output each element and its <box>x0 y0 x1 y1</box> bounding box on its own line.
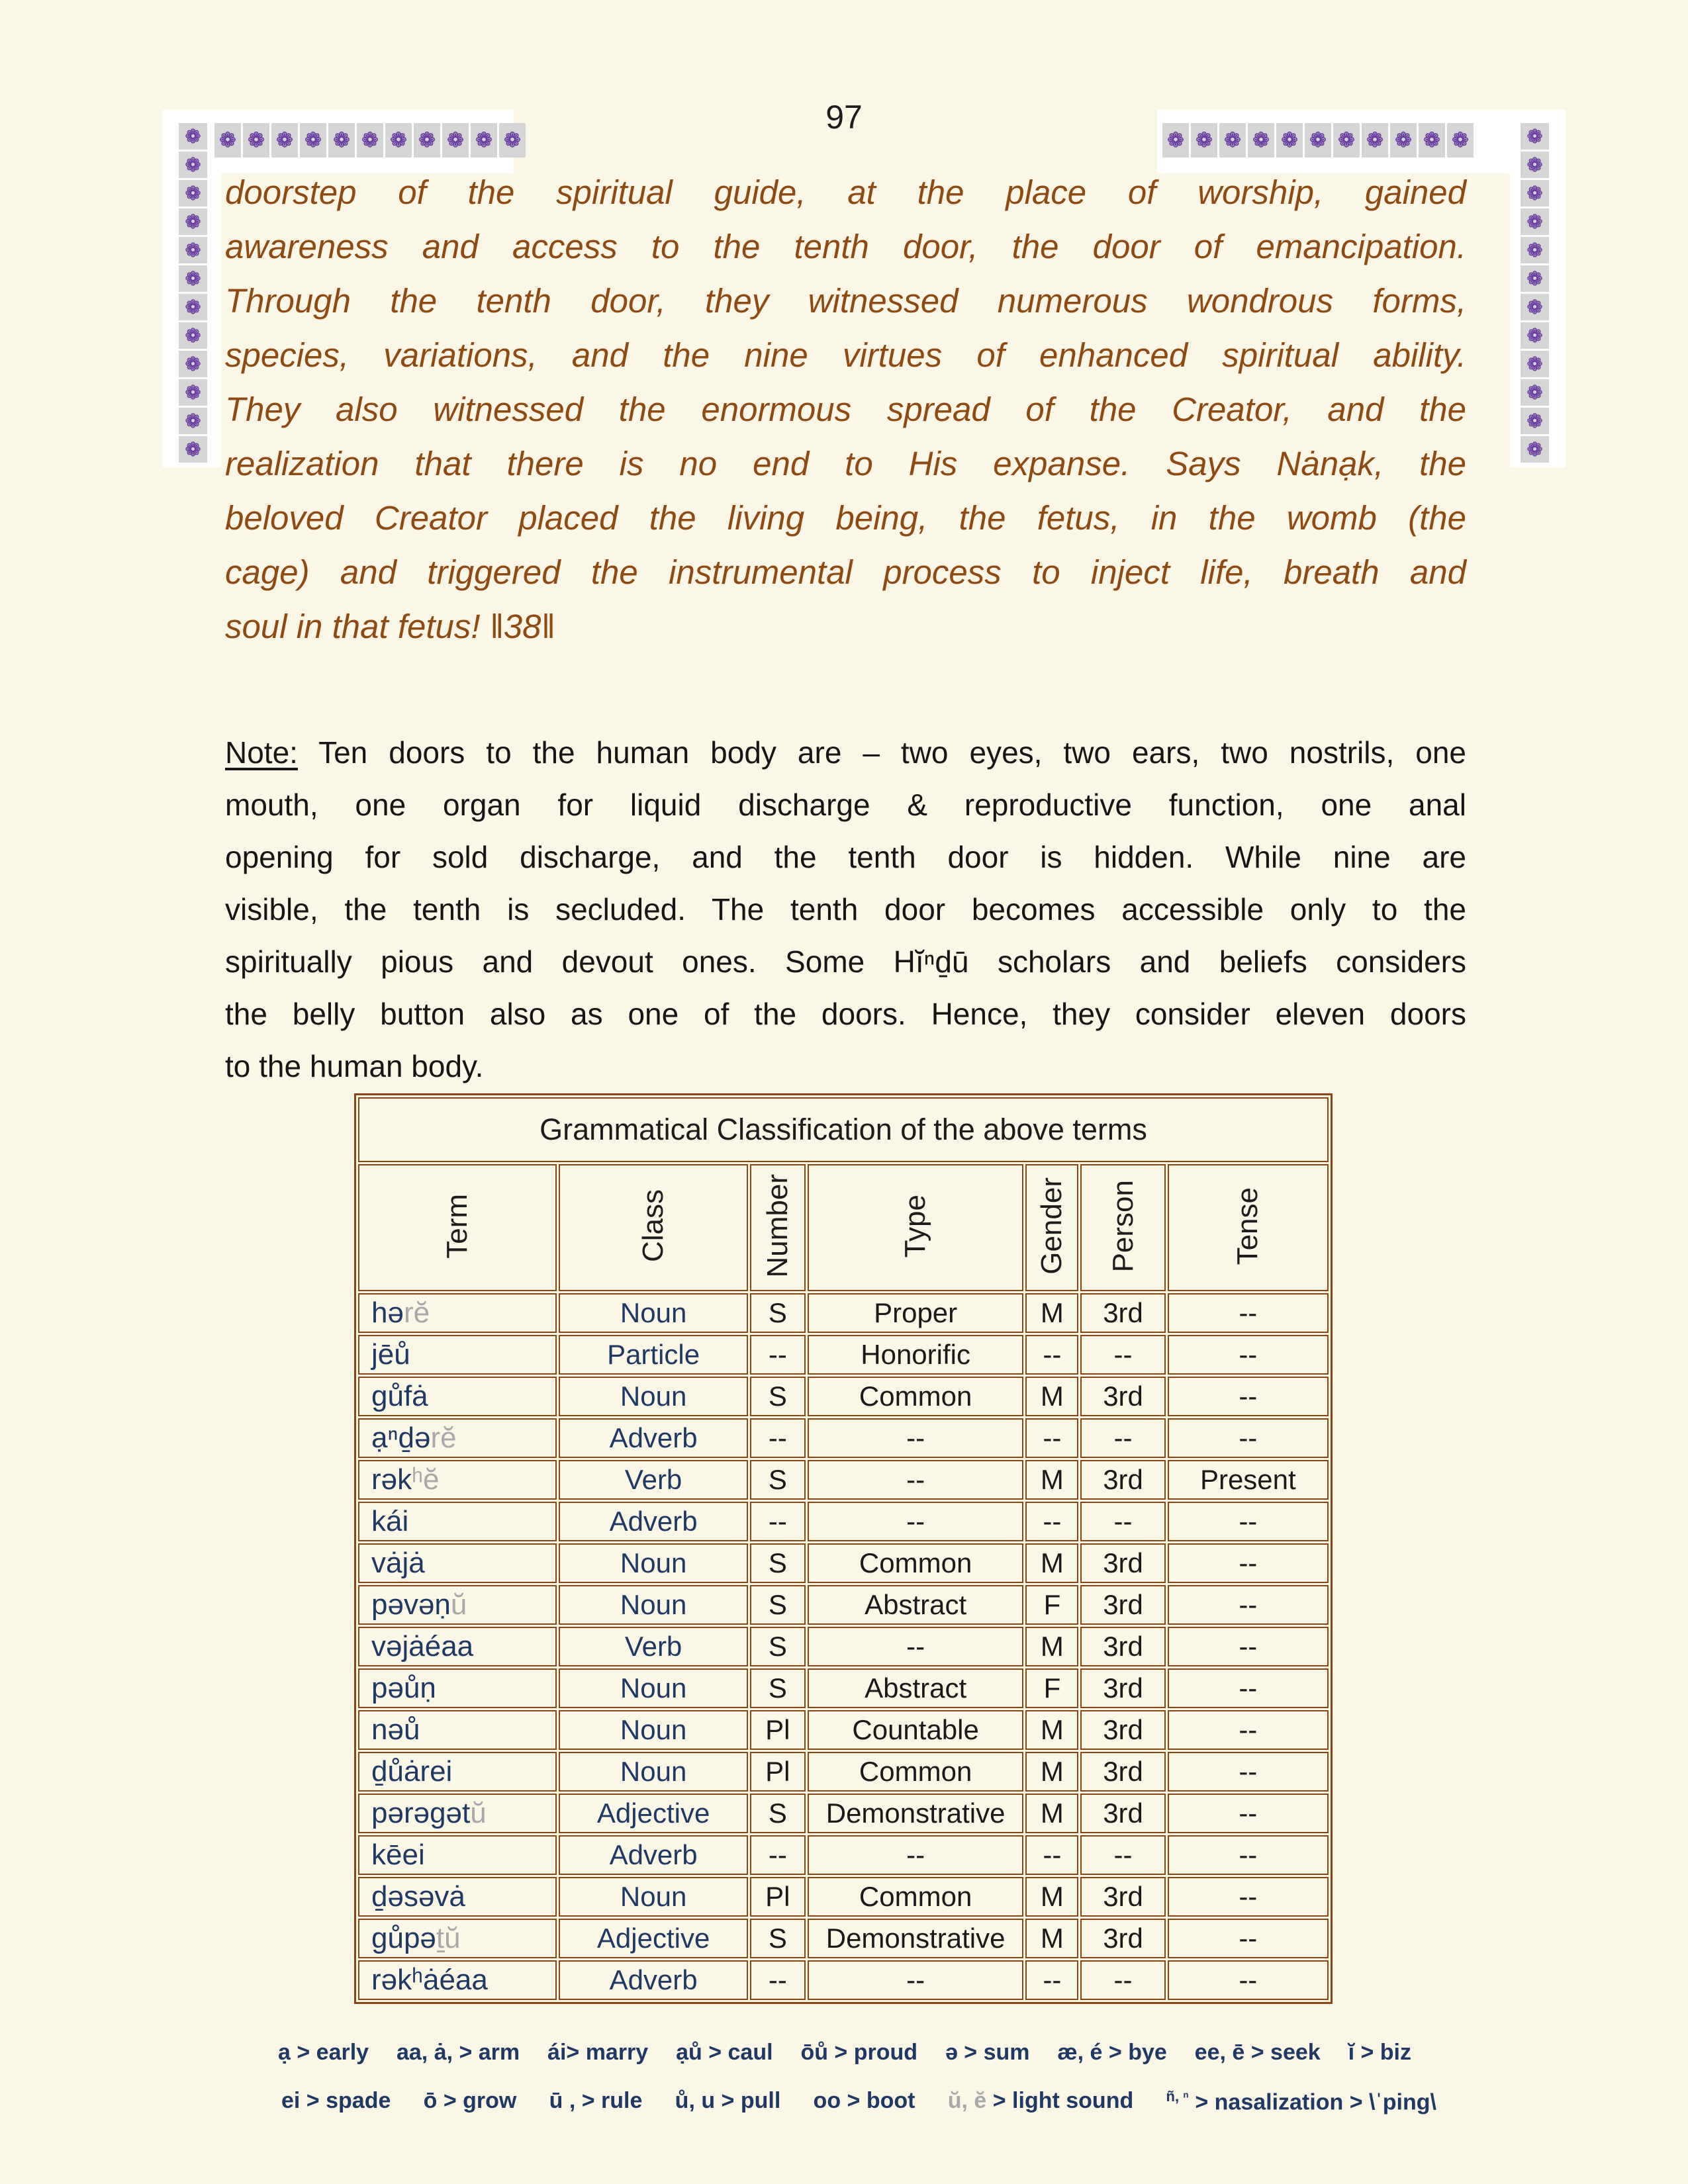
flower-icon: ❁ <box>1333 123 1360 158</box>
note-line: mouth, one organ for liquid discharge & reproductive function, one anal <box>225 788 1466 822</box>
flower-icon: ❁ <box>179 322 207 349</box>
term-light-sound-text: ŭ <box>450 1588 467 1621</box>
type-cell: -- <box>808 1418 1023 1458</box>
table-title-row <box>358 1097 1329 1162</box>
person-cell: 3rd <box>1080 1877 1165 1917</box>
paragraph-line: They also witnessed the enormous spread of the Creator, and the <box>225 390 1466 428</box>
gender-cell: M <box>1025 1794 1078 1833</box>
type-cell: -- <box>808 1502 1023 1541</box>
tense-cell: -- <box>1168 1919 1329 1958</box>
type-cell: Honorific <box>808 1335 1023 1375</box>
note-line: to the human body. <box>225 1049 484 1083</box>
table-row <box>358 1627 1329 1666</box>
flower-icon: ❁ <box>1447 123 1474 158</box>
flower-icon: ❁ <box>179 351 207 377</box>
flower-icon: ❁ <box>179 436 207 463</box>
pronunciation-item <box>676 2040 773 2066</box>
paragraph-line: beloved Creator placed the living being, the fetus, in the womb (the <box>225 499 1466 537</box>
term-text: ạⁿḏə <box>371 1422 431 1454</box>
flower-icon: ❁ <box>1521 265 1549 292</box>
flower-icon: ❁ <box>1248 123 1274 158</box>
tense-cell: -- <box>1168 1627 1329 1666</box>
class-cell: Noun <box>559 1752 747 1792</box>
flower-icon: ❁ <box>1521 208 1549 235</box>
flower-icon: ❁ <box>414 123 440 158</box>
pronunciation-item <box>1057 2040 1166 2066</box>
term-cell <box>358 1752 557 1792</box>
type-cell: -- <box>808 1627 1023 1666</box>
ornament-column-right <box>1521 123 1549 463</box>
pronunciation-item <box>281 2088 391 2115</box>
pronunciation-text: ū , > rule <box>549 2088 643 2113</box>
gender-cell: -- <box>1025 1502 1078 1541</box>
note-line <box>225 727 1466 779</box>
note-line: the belly button also as one of the doors. Hence, they consider eleven doors <box>225 997 1466 1031</box>
number-cell: S <box>750 1794 806 1833</box>
gender-cell: M <box>1025 1293 1078 1333</box>
flower-icon: ❁ <box>243 123 269 158</box>
flower-icon: ❁ <box>179 152 207 178</box>
class-cell: Noun <box>559 1710 747 1750</box>
term-light-sound-text: ŭ <box>470 1797 487 1829</box>
number-cell: Pl <box>750 1710 806 1750</box>
pronunciation-text: > nasalization > \ˈping\ <box>1188 2089 1436 2115</box>
term-cell <box>358 1668 557 1708</box>
number-cell: S <box>750 1627 806 1666</box>
flower-icon: ❁ <box>1362 123 1388 158</box>
type-cell: Demonstrative <box>808 1919 1023 1958</box>
term-text: kēei <box>371 1839 425 1871</box>
tense-cell: -- <box>1168 1877 1329 1917</box>
term-cell <box>358 1627 557 1666</box>
number-cell: S <box>750 1293 806 1333</box>
gender-cell: M <box>1025 1752 1078 1792</box>
note-line: visible, the tenth is secluded. The tenth door becomes accessible only to the <box>225 892 1466 927</box>
flower-icon: ❁ <box>385 123 412 158</box>
pronunciation-item <box>424 2088 517 2115</box>
ornament-row-top-right <box>1162 123 1474 158</box>
pronunciation-text: ōů > proud <box>800 2040 918 2065</box>
person-cell: -- <box>1080 1502 1165 1541</box>
person-cell: 3rd <box>1080 1293 1165 1333</box>
pronunciation-item <box>547 2040 648 2066</box>
pronunciation-text: ái> marry <box>547 2040 649 2065</box>
gender-cell: -- <box>1025 1960 1078 2000</box>
number-cell: S <box>750 1919 806 1958</box>
pronunciation-text: ee, ē > seek <box>1194 2040 1321 2065</box>
number-cell: S <box>750 1543 806 1583</box>
table-row <box>358 1794 1329 1833</box>
ornament-column-left <box>179 123 207 463</box>
term-light-sound-text: rĕ <box>403 1297 430 1329</box>
flower-icon: ❁ <box>1521 408 1549 434</box>
flower-icon: ❁ <box>1390 123 1417 158</box>
person-cell: 3rd <box>1080 1668 1165 1708</box>
flower-icon: ❁ <box>179 379 207 406</box>
tense-cell: -- <box>1168 1585 1329 1625</box>
gender-cell: M <box>1025 1877 1078 1917</box>
flower-icon: ❁ <box>1305 123 1331 158</box>
person-cell: 3rd <box>1080 1377 1165 1416</box>
table-row <box>358 1752 1329 1792</box>
flower-icon: ❁ <box>1276 123 1303 158</box>
column-header-tense: Tense <box>1231 1187 1264 1265</box>
term-cell <box>358 1460 557 1500</box>
paragraph-line: doorstep of the spiritual guide, at the place of worship, gained <box>225 173 1466 211</box>
term-cell <box>358 1418 557 1458</box>
pronunciation-item <box>278 2040 369 2066</box>
number-cell: -- <box>750 1418 806 1458</box>
number-cell: Pl <box>750 1752 806 1792</box>
number-cell: -- <box>750 1835 806 1875</box>
number-cell: S <box>750 1668 806 1708</box>
column-header-person: Person <box>1106 1179 1139 1273</box>
note-line: opening for sold discharge, and the tenth door is hidden. While nine are <box>225 840 1466 874</box>
table-row <box>358 1668 1329 1708</box>
flower-icon: ❁ <box>471 123 497 158</box>
term-cell <box>358 1835 557 1875</box>
column-header-gender: Gender <box>1035 1177 1068 1275</box>
term-text: rəkʰȧéaa <box>371 1964 488 1996</box>
flower-icon: ❁ <box>1521 351 1549 377</box>
flower-icon: ❁ <box>328 123 355 158</box>
class-cell: Adverb <box>559 1835 747 1875</box>
pronunciation-key-line-2 <box>281 2088 1436 2115</box>
pronunciation-item <box>1195 2040 1321 2066</box>
gender-cell: -- <box>1025 1835 1078 1875</box>
note-text: Ten doors to the human body are – two eyes, two ears, two nostrils, one <box>297 735 1466 770</box>
term-text: ḏůȧrei <box>371 1755 453 1788</box>
type-cell: Common <box>808 1543 1023 1583</box>
class-cell: Noun <box>559 1293 747 1333</box>
pronunciation-text: ə > sum <box>945 2040 1030 2065</box>
tense-cell: -- <box>1168 1835 1329 1875</box>
flower-icon: ❁ <box>271 123 298 158</box>
gender-cell: M <box>1025 1627 1078 1666</box>
term-text: hə <box>371 1297 404 1329</box>
pronunciation-item <box>1166 2088 1436 2115</box>
class-cell: Adverb <box>559 1418 747 1458</box>
ornament-row-top-left <box>214 123 526 158</box>
pronunciation-key-line-1 <box>278 2040 1411 2066</box>
term-light-sound-text: ṯŭ <box>436 1922 461 1954</box>
type-cell: Countable <box>808 1710 1023 1750</box>
pronunciation-item <box>945 2040 1030 2066</box>
flower-icon: ❁ <box>179 408 207 434</box>
term-cell <box>358 1960 557 2000</box>
column-header-type: Type <box>899 1194 932 1258</box>
pronunciation-text: ạ > early <box>278 2040 369 2065</box>
flower-icon: ❁ <box>214 123 241 158</box>
gender-cell: M <box>1025 1460 1078 1500</box>
term-cell <box>358 1794 557 1833</box>
pronunciation-text: ů, u > pull <box>675 2088 781 2113</box>
tense-cell: -- <box>1168 1710 1329 1750</box>
person-cell: 3rd <box>1080 1460 1165 1500</box>
pronunciation-item <box>948 2088 1134 2115</box>
tense-cell: -- <box>1168 1752 1329 1792</box>
term-text: pəůṇ <box>371 1672 436 1704</box>
table-row <box>358 1293 1329 1333</box>
person-cell: 3rd <box>1080 1627 1165 1666</box>
gender-cell: M <box>1025 1710 1078 1750</box>
type-cell: -- <box>808 1460 1023 1500</box>
pronunciation-text: aa, ȧ, > arm <box>396 2040 520 2065</box>
gender-cell: M <box>1025 1919 1078 1958</box>
table-row <box>358 1377 1329 1416</box>
pronunciation-item <box>397 2040 520 2066</box>
flower-icon: ❁ <box>357 123 383 158</box>
term-text: pəvəṇ <box>371 1588 451 1621</box>
tense-cell: -- <box>1168 1543 1329 1583</box>
person-cell: 3rd <box>1080 1919 1165 1958</box>
flower-icon: ❁ <box>300 123 326 158</box>
table-row <box>358 1585 1329 1625</box>
flower-icon: ❁ <box>1191 123 1217 158</box>
type-cell: Common <box>808 1377 1023 1416</box>
tense-cell: -- <box>1168 1293 1329 1333</box>
class-cell: Adverb <box>559 1502 747 1541</box>
class-cell: Noun <box>559 1585 747 1625</box>
term-text: rək <box>371 1463 412 1496</box>
flower-icon: ❁ <box>179 208 207 235</box>
term-light-sound-text: rĕ <box>430 1422 457 1454</box>
type-cell: Abstract <box>808 1668 1023 1708</box>
table-row <box>358 1335 1329 1375</box>
column-header-term: Term <box>441 1193 474 1259</box>
pronunciation-text: > light sound <box>986 2088 1134 2113</box>
flower-icon: ❁ <box>1219 123 1246 158</box>
flower-icon: ❁ <box>1521 152 1549 178</box>
term-text: jēů <box>371 1338 410 1371</box>
gender-cell: F <box>1025 1585 1078 1625</box>
class-cell: Noun <box>559 1543 747 1583</box>
class-cell: Particle <box>559 1335 747 1375</box>
class-cell: Adverb <box>559 1960 747 2000</box>
table-row <box>358 1502 1329 1541</box>
number-cell: -- <box>750 1335 806 1375</box>
type-cell: Demonstrative <box>808 1794 1023 1833</box>
flower-icon: ❁ <box>179 123 207 150</box>
pronunciation-text: ạů > caul <box>676 2040 773 2065</box>
person-cell: 3rd <box>1080 1543 1165 1583</box>
flower-icon: ❁ <box>1521 180 1549 206</box>
person-cell: -- <box>1080 1960 1165 2000</box>
person-cell: 3rd <box>1080 1794 1165 1833</box>
flower-icon: ❁ <box>1162 123 1189 158</box>
person-cell: 3rd <box>1080 1752 1165 1792</box>
table-row <box>358 1919 1329 1958</box>
number-cell: S <box>750 1377 806 1416</box>
note-line: spiritually pious and devout ones. Some Hĭⁿḏū scholars and beliefs considers <box>225 944 1466 979</box>
tense-cell: Present <box>1168 1460 1329 1500</box>
term-text: gůpə <box>371 1922 436 1954</box>
paragraph-line: species, variations, and the nine virtues of enhanced spiritual ability. <box>225 336 1466 374</box>
term-cell <box>358 1877 557 1917</box>
gender-cell: M <box>1025 1543 1078 1583</box>
paragraph-line: soul in that fetus! ‖38‖ <box>225 608 555 645</box>
column-header-class: Class <box>637 1189 670 1263</box>
flower-icon: ❁ <box>1419 123 1445 158</box>
flower-icon: ❁ <box>1521 237 1549 263</box>
term-light-sound-text: ʰĕ <box>412 1463 440 1496</box>
paragraph-line: Through the tenth door, they witnessed numerous wondrous forms, <box>225 282 1466 320</box>
type-cell: Abstract <box>808 1585 1023 1625</box>
term-text: pərəgət <box>371 1797 471 1829</box>
term-cell <box>358 1293 557 1333</box>
pronunciation-item <box>1348 2040 1411 2066</box>
person-cell: 3rd <box>1080 1710 1165 1750</box>
term-cell <box>358 1919 557 1958</box>
term-cell <box>358 1502 557 1541</box>
table-header-row <box>358 1164 1329 1291</box>
flower-icon: ❁ <box>179 294 207 320</box>
type-cell: Proper <box>808 1293 1023 1333</box>
person-cell: -- <box>1080 1335 1165 1375</box>
term-text: vȧjȧ <box>371 1547 425 1579</box>
number-cell: -- <box>750 1502 806 1541</box>
table-row <box>358 1460 1329 1500</box>
tense-cell: -- <box>1168 1960 1329 2000</box>
light-sound-symbols: ŭ, ĕ <box>947 2088 987 2113</box>
flower-icon: ❁ <box>1521 294 1549 320</box>
pronunciation-item <box>675 2088 781 2115</box>
gender-cell: -- <box>1025 1335 1078 1375</box>
term-cell <box>358 1710 557 1750</box>
term-text: kái <box>371 1505 409 1537</box>
flower-icon: ❁ <box>179 180 207 206</box>
pronunciation-text: ei > spade <box>281 2088 391 2113</box>
gender-cell: -- <box>1025 1418 1078 1458</box>
term-text: ḏəsəvȧ <box>371 1880 465 1913</box>
number-cell: -- <box>750 1960 806 2000</box>
type-cell: Common <box>808 1752 1023 1792</box>
table-row <box>358 1960 1329 2000</box>
class-cell: Adjective <box>559 1794 747 1833</box>
paragraph-line: cage) and triggered the instrumental process to inject life, breath and <box>225 553 1466 591</box>
superscript-symbols: ñ, ⁿ <box>1166 2088 1189 2105</box>
flower-icon: ❁ <box>1521 123 1549 150</box>
term-text: nəů <box>371 1713 420 1746</box>
pronunciation-text: ĭ > biz <box>1348 2040 1411 2065</box>
tense-cell: -- <box>1168 1418 1329 1458</box>
person-cell: -- <box>1080 1418 1165 1458</box>
term-text: vəjȧéaa <box>371 1630 474 1662</box>
flower-icon: ❁ <box>179 237 207 263</box>
flower-icon: ❁ <box>1521 322 1549 349</box>
tense-cell: -- <box>1168 1377 1329 1416</box>
commentary-paragraph <box>225 165 1466 654</box>
pronunciation-text: oo > boot <box>813 2088 915 2113</box>
person-cell: 3rd <box>1080 1585 1165 1625</box>
paragraph-line: realization that there is no end to His expanse. Says Nȧnạk, the <box>225 445 1466 482</box>
flower-icon: ❁ <box>179 265 207 292</box>
tense-cell: -- <box>1168 1668 1329 1708</box>
pronunciation-text: æ, é > bye <box>1057 2040 1167 2065</box>
table-row <box>358 1543 1329 1583</box>
number-cell: S <box>750 1585 806 1625</box>
pronunciation-item <box>814 2088 915 2115</box>
flower-icon: ❁ <box>1521 436 1549 463</box>
table-title: Grammatical Classification of the above terms <box>358 1097 1329 1162</box>
pronunciation-item <box>549 2088 643 2115</box>
tense-cell: -- <box>1168 1335 1329 1375</box>
pronunciation-item <box>800 2040 917 2066</box>
number-cell: Pl <box>750 1877 806 1917</box>
term-cell <box>358 1377 557 1416</box>
term-cell <box>358 1335 557 1375</box>
number-cell: S <box>750 1460 806 1500</box>
term-cell <box>358 1585 557 1625</box>
paragraph-line: awareness and access to the tenth door, the door of emancipation. <box>225 228 1466 265</box>
table-row <box>358 1710 1329 1750</box>
class-cell: Noun <box>559 1877 747 1917</box>
flower-icon: ❁ <box>442 123 469 158</box>
term-text: gůfȧ <box>371 1380 428 1412</box>
term-cell <box>358 1543 557 1583</box>
class-cell: Adjective <box>559 1919 747 1958</box>
class-cell: Verb <box>559 1460 747 1500</box>
class-cell: Noun <box>559 1668 747 1708</box>
table-row <box>358 1835 1329 1875</box>
note-paragraph <box>225 727 1466 1093</box>
pronunciation-text: ō > grow <box>423 2088 517 2113</box>
tense-cell: -- <box>1168 1502 1329 1541</box>
class-cell: Noun <box>559 1377 747 1416</box>
gender-cell: M <box>1025 1377 1078 1416</box>
column-header-number: Number <box>761 1174 794 1278</box>
type-cell: Common <box>808 1877 1023 1917</box>
type-cell: -- <box>808 1835 1023 1875</box>
note-label: Note: <box>225 735 298 770</box>
page-number: 97 <box>825 99 863 136</box>
table-row <box>358 1877 1329 1917</box>
gender-cell: F <box>1025 1668 1078 1708</box>
type-cell: -- <box>808 1960 1023 2000</box>
flower-icon: ❁ <box>499 123 526 158</box>
grammar-table <box>354 1093 1333 2004</box>
tense-cell: -- <box>1168 1794 1329 1833</box>
class-cell: Verb <box>559 1627 747 1666</box>
person-cell: -- <box>1080 1835 1165 1875</box>
flower-icon: ❁ <box>1521 379 1549 406</box>
table-row <box>358 1418 1329 1458</box>
